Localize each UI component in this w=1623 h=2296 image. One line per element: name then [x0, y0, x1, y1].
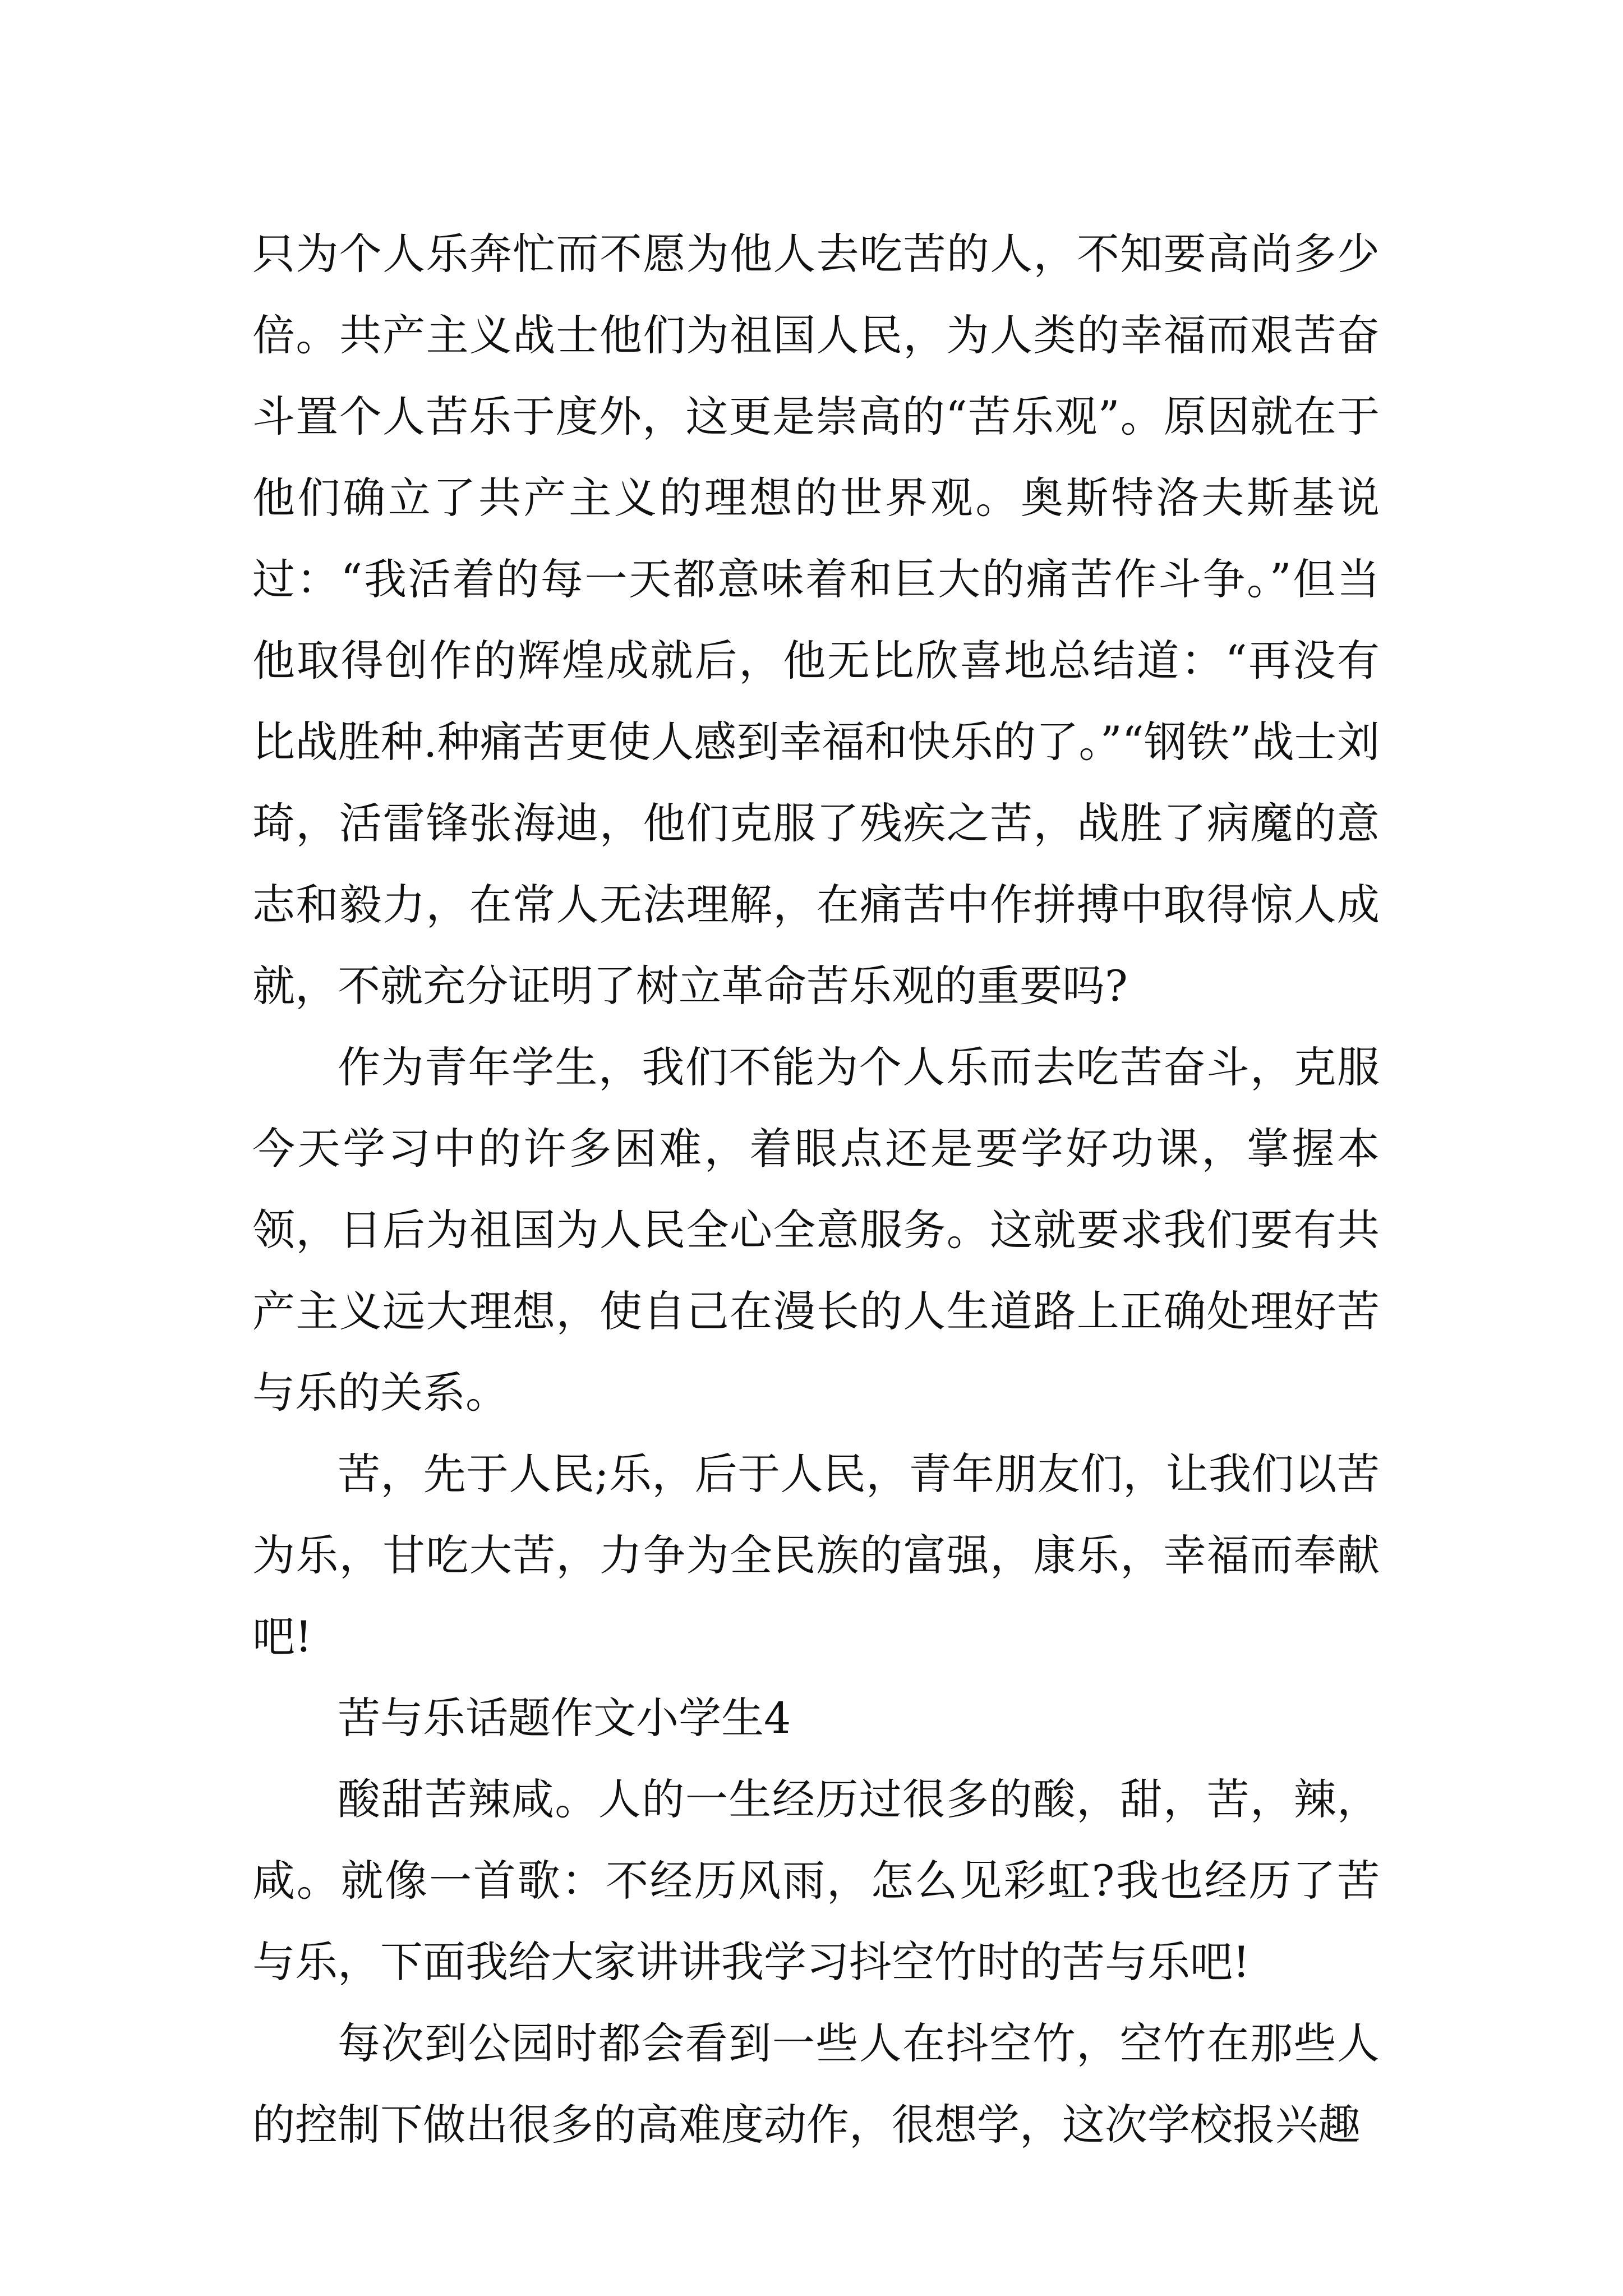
paragraph-5: 每次到公园时都会看到一些人在抖空竹，空竹在那些人的控制下做出很多的高难度动作，很想学，这次学校报兴趣	[252, 2018, 1380, 2150]
paragraph-3: 苦，先于人民;乐，后于人民，青年朋友们，让我们以苦为乐，甘吃大苦，力争为全民族的富强，康乐，幸福而奉献吧!	[252, 1449, 1380, 1662]
paragraph-4: 酸甜苦辣咸。人的一生经历过很多的酸，甜，苦，辣，咸。就像一首歌：不经历风雨，怎么见彩虹?我也经历了苦与乐，下面我给大家讲讲我学习抖空竹时的苦与乐吧!	[252, 1774, 1380, 1987]
section-title: 苦与乐话题作文小学生4	[338, 1693, 791, 1743]
document-body	[252, 213, 1380, 2165]
paragraph-1: 只为个人乐奔忙而不愿为他人去吃苦的人，不知要高尚多少倍。共产主义战士他们为祖国人民，为人类的幸福而艰苦奋斗置个人苦乐于度外，这更是崇高的“苦乐观”。原因就在于他们确立了共产主义的理想的世界观。奥斯特洛夫斯基说过：“我活着的每一天都意味着和巨大的痛苦作斗争。”但当他取得创作的辉煌成就后，他无比欣喜地总结道：“再没有比战胜种.种痛苦更使人感到幸福和快乐的了。”“钢铁”战士刘琦，活雷锋张海迪，他们克服了残疾之苦，战胜了病魔的意志和毅力，在常人无法理解，在痛苦中作拼搏中取得惊人成就，不就充分证明了树立革命苦乐观的重要吗?	[252, 229, 1380, 1011]
paragraph-2: 作为青年学生，我们不能为个人乐而去吃苦奋斗，克服今天学习中的许多困难，着眼点还是要学好功课，掌握本领，日后为祖国为人民全心全意服务。这就要求我们要有共产主义远大理想，使自己在漫长的人生道路上正确处理好苦与乐的关系。	[252, 1042, 1380, 1418]
